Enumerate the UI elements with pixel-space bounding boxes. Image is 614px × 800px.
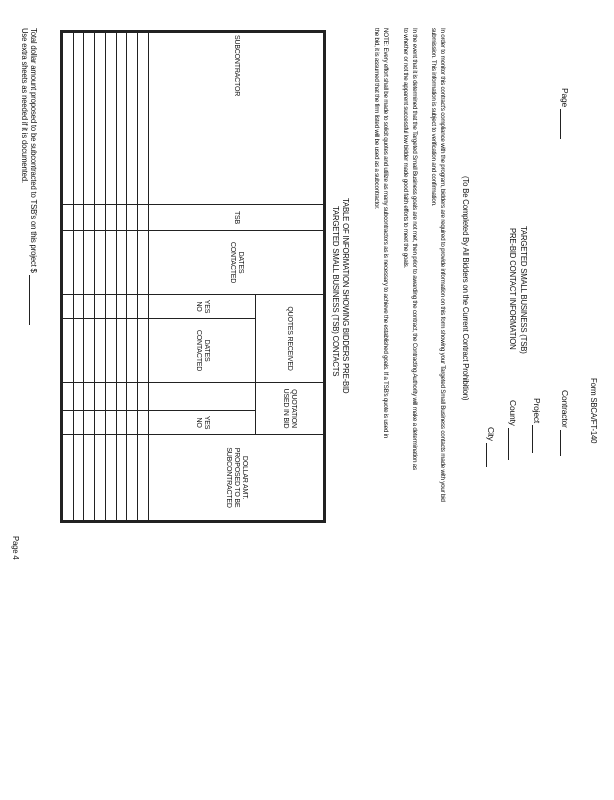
table-cell[interactable] <box>63 295 74 319</box>
table-cell[interactable] <box>73 231 84 295</box>
table-cell[interactable] <box>116 231 127 295</box>
table-cell[interactable] <box>138 411 149 435</box>
county-label: County <box>508 400 518 426</box>
table-cell[interactable] <box>116 383 127 411</box>
table-cell[interactable] <box>63 231 74 295</box>
paragraph-2-line-1: In the event that it is determined that the Targeted Small Business goals are not met, then prior to awarding the contract, the Contracting Authority will make a determination as <box>411 28 418 470</box>
page-blank[interactable] <box>560 109 569 139</box>
table-cell[interactable] <box>138 33 149 205</box>
total-amount-blank[interactable] <box>29 275 38 325</box>
city-field <box>486 427 496 467</box>
header-tsb: TSB <box>148 205 323 231</box>
paragraph-1-line-2: submission. This information is subject to verification and confirmation. <box>430 28 437 207</box>
table-cell[interactable] <box>84 383 95 411</box>
page-number: Page 4 <box>11 536 20 560</box>
table-cell[interactable] <box>63 435 74 521</box>
project-field <box>532 398 542 453</box>
table-cell[interactable] <box>127 33 138 205</box>
table-cell[interactable] <box>127 435 138 521</box>
table-cell[interactable] <box>127 383 138 411</box>
table-cell[interactable] <box>138 231 149 295</box>
form-id: Form SBCA/FT-140 <box>589 378 598 444</box>
table-cell[interactable] <box>105 411 116 435</box>
table-cell[interactable] <box>84 205 95 231</box>
table-cell[interactable] <box>105 231 116 295</box>
table-cell[interactable] <box>73 205 84 231</box>
table-row <box>116 33 127 521</box>
table-cell[interactable] <box>127 205 138 231</box>
contractor-blank[interactable] <box>560 430 569 456</box>
project-blank[interactable] <box>532 425 541 453</box>
paragraph-1-line-1: In order to monitor this contract's compliance with the program, bidders are required to provide information on this form showing your Targeted Small Business contacts made with your bid <box>439 28 446 502</box>
header-used-yes-no: YES NO <box>148 411 255 435</box>
table-cell[interactable] <box>116 435 127 521</box>
table-row <box>95 33 106 521</box>
table-cell[interactable] <box>73 319 84 383</box>
table-cell[interactable] <box>95 231 106 295</box>
title-line-1: TARGETED SMALL BUSINESS (TSB) <box>519 226 528 354</box>
table-cell[interactable] <box>105 33 116 205</box>
table-cell[interactable] <box>127 231 138 295</box>
table-cell[interactable] <box>105 295 116 319</box>
table-cell[interactable] <box>95 383 106 411</box>
table-header-row-1 <box>255 33 323 521</box>
table-cell[interactable] <box>105 319 116 383</box>
title-line-2: PRE-BID CONTACT INFORMATION <box>508 228 517 350</box>
table-cell[interactable] <box>138 383 149 411</box>
table-row <box>127 33 138 521</box>
subtitle: (To Be Completed By All Bidders on the Current Contract Prohibition) <box>461 176 470 401</box>
table-cell[interactable] <box>95 205 106 231</box>
table-cell[interactable] <box>138 435 149 521</box>
note-line-2: the bid, it is assumed that the firm listed will be used as a subcontractor. <box>373 28 380 210</box>
table-cell[interactable] <box>138 295 149 319</box>
table-cell[interactable] <box>127 411 138 435</box>
table-cell[interactable] <box>105 435 116 521</box>
table-cell[interactable] <box>127 319 138 383</box>
page-field <box>560 88 570 139</box>
table-cell[interactable] <box>73 295 84 319</box>
table-cell[interactable] <box>95 435 106 521</box>
table-cell[interactable] <box>138 319 149 383</box>
header-quotation-used: QUOTATION USED IN BID <box>255 383 323 435</box>
table-cell[interactable] <box>63 411 74 435</box>
table-row <box>105 33 116 521</box>
note-line-1: NOTE: Every effort shall be made to solicit quotes and utilize as many subcontractors as is necessary to achieve the established goals. If a TSB's quote is used in <box>382 28 389 438</box>
table-body <box>63 33 149 521</box>
table-cell[interactable] <box>73 33 84 205</box>
table-cell[interactable] <box>84 295 95 319</box>
table-cell[interactable] <box>63 319 74 383</box>
total-amount-label: Total dollar amount proposed to be subcontracted to TSB's on this project $ <box>29 28 38 273</box>
table-cell[interactable] <box>105 383 116 411</box>
table-title-line-1: TABLE OF INFORMATION SHOWING BIDDERS PRE-BID <box>341 198 350 394</box>
table-cell[interactable] <box>73 435 84 521</box>
total-amount-field <box>29 28 38 325</box>
table-cell[interactable] <box>84 411 95 435</box>
table-cell[interactable] <box>63 205 74 231</box>
table-cell[interactable] <box>84 435 95 521</box>
table-row <box>138 33 149 521</box>
table-cell[interactable] <box>63 383 74 411</box>
tsb-contacts-table <box>60 30 326 523</box>
header-dates-contacted: DATES CONTACTED <box>148 231 323 295</box>
table-cell[interactable] <box>84 319 95 383</box>
header-quotes-yes-no: YES NO <box>148 295 255 319</box>
table-cell[interactable] <box>116 411 127 435</box>
page-label: Page <box>560 88 570 108</box>
contractor-field <box>560 390 570 456</box>
county-field <box>508 400 518 460</box>
table-cell[interactable] <box>84 231 95 295</box>
header-quotes-dates: DATES CONTACTED <box>148 319 255 383</box>
table-cell[interactable] <box>105 205 116 231</box>
project-label: Project <box>532 398 542 424</box>
extra-sheets-note: Use extra sheets as needed if it is documented. <box>20 28 29 183</box>
table-cell[interactable] <box>116 205 127 231</box>
table-cell[interactable] <box>95 411 106 435</box>
table-title-line-2: TARGETED SMALL BUSINESS (TSB) CONTACTS <box>331 206 340 377</box>
city-label: City <box>486 427 496 441</box>
table-cell[interactable] <box>63 33 74 205</box>
table-cell[interactable] <box>116 33 127 205</box>
header-dollar-amount: DOLLAR AMT. PROPOSED TO BE SUBCONTRACTED <box>148 435 323 521</box>
header-subcontractor: SUBCONTRACTOR <box>148 33 323 205</box>
contractor-label: Contractor <box>560 390 570 428</box>
table-cell[interactable] <box>95 319 106 383</box>
table-row <box>63 33 74 521</box>
table-cell[interactable] <box>116 319 127 383</box>
county-blank[interactable] <box>508 428 517 460</box>
table-cell[interactable] <box>73 383 84 411</box>
table-cell[interactable] <box>73 411 84 435</box>
header-quotes-received: QUOTES RECEIVED <box>255 295 323 383</box>
table-cell[interactable] <box>84 33 95 205</box>
paragraph-2-line-2: to whether or not the apparent successful low bidder made good faith efforts to meet the goals. <box>402 28 409 269</box>
table-cell[interactable] <box>116 295 127 319</box>
table-row <box>73 33 84 521</box>
table-cell[interactable] <box>95 33 106 205</box>
table-row <box>84 33 95 521</box>
table-cell[interactable] <box>138 205 149 231</box>
table-cell[interactable] <box>95 295 106 319</box>
header-used-yes <box>148 383 255 411</box>
table-cell[interactable] <box>127 295 138 319</box>
city-blank[interactable] <box>486 443 495 467</box>
